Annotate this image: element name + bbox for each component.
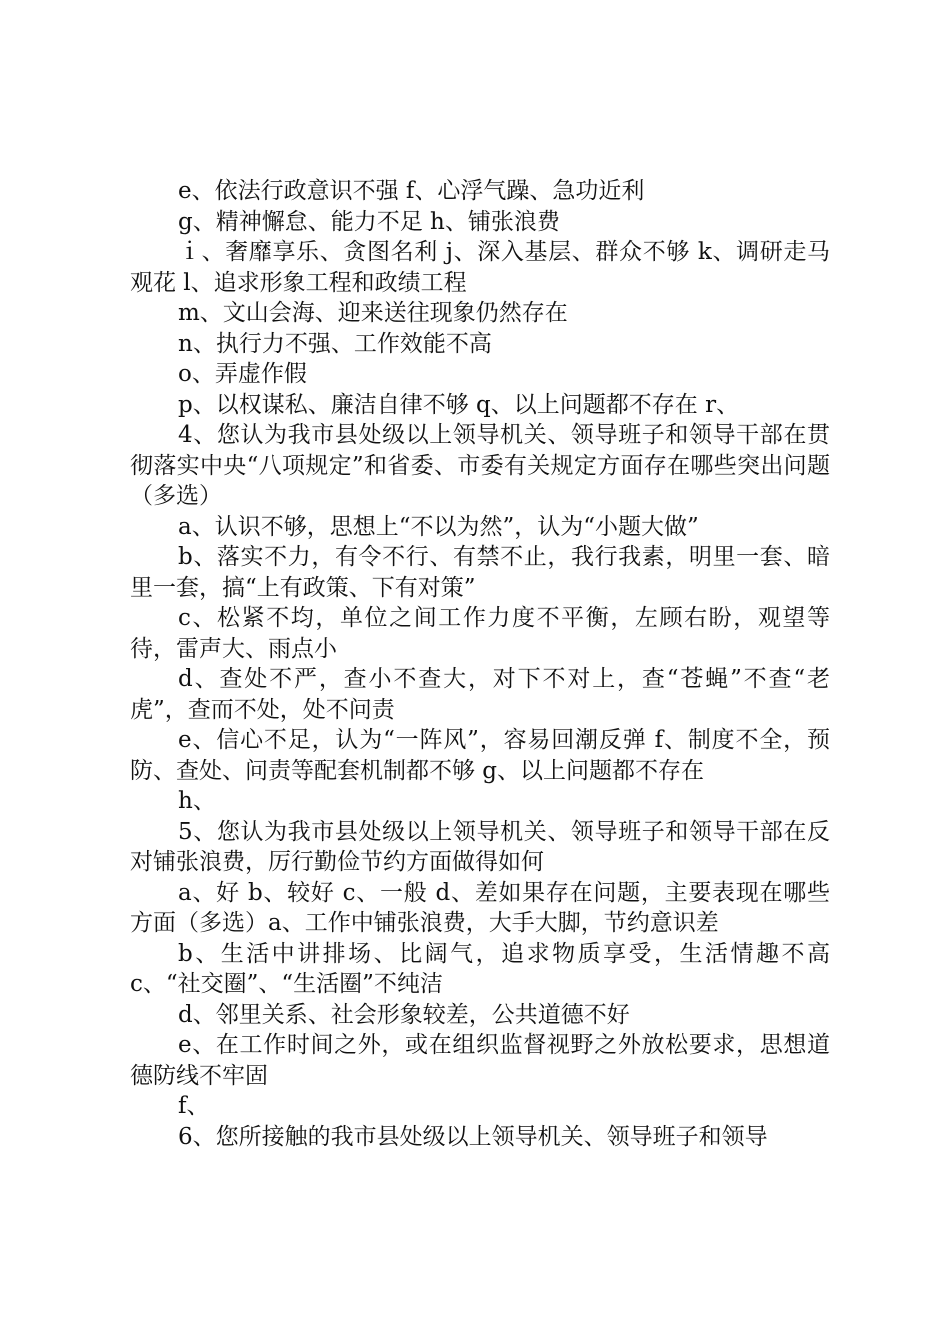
paragraph-2: g、精神懈怠、能力不足 h、铺张浪费 xyxy=(178,208,560,235)
question-5-option-d: d、邻里关系、社会形象较差，公共道德不好 xyxy=(178,1001,630,1028)
question-4-option-b: b、落实不力，有令不行、有禁不止，我行我素，明里一套、暗里一套，搞“上有政策、下有对策” xyxy=(130,544,830,601)
question-5: 5、您认为我市县处级以上领导机关、领导班子和领导干部在反对铺张浪费，厉行勤俭节约方面做得如何 xyxy=(130,818,830,875)
paragraph-5: n、执行力不强、工作效能不高 xyxy=(178,330,492,357)
question-4: 4、您认为我市县处级以上领导机关、领导班子和领导干部在贯彻落实中央“八项规定”和省委、市委有关规定方面存在哪些突出问题（多选） xyxy=(130,422,830,509)
paragraph-6: o、弄虚作假 xyxy=(178,361,307,387)
question-5-options: a、好 b、较好 c、一般 d、差如果存在问题，主要表现在哪些方面（多选）a、工作中铺张浪费，大手大脚，节约意识差 xyxy=(130,879,830,936)
document-body xyxy=(130,176,830,1152)
question-4-option-a: a、认识不够，思想上“不以为然”，认为“小题大做” xyxy=(178,513,699,540)
paragraph-3: ｉ、奢靡享乐、贪图名利 j、深入基层、群众不够 k、调研走马观花 l、追求形象工程和政绩工程 xyxy=(130,239,830,296)
question-5-option-e: e、在工作时间之外，或在组织监督视野之外放松要求，思想道德防线不牢固 xyxy=(130,1032,830,1089)
question-4-option-d: d、查处不严，查小不查大，对下不对上，查“苍蝇”不查“老虎”，查而不处，处不问责 xyxy=(130,666,830,723)
paragraph-1: e、依法行政意识不强 f、心浮气躁、急功近利 xyxy=(178,178,645,204)
question-5-option-b: b、生活中讲排场、比阔气，追求物质享受，生活情趣不高 c、“社交圈”、“生活圈”不纯洁 xyxy=(130,940,830,997)
question-5-option-f: f、 xyxy=(178,1093,210,1119)
question-4-option-h: h、 xyxy=(178,788,216,814)
paragraph-7: p、以权谋私、廉洁自律不够 q、以上问题都不存在 r、 xyxy=(178,391,740,418)
question-4-option-e: e、信心不足，认为“一阵风”，容易回潮反弹 f、制度不全，预防、查处、问责等配套机制都不够 g、以上问题都不存在 xyxy=(130,727,830,784)
question-4-option-c: c、松紧不均，单位之间工作力度不平衡，左顾右盼，观望等待，雷声大、雨点小 xyxy=(130,605,830,662)
question-6: 6、您所接触的我市县处级以上领导机关、领导班子和领导 xyxy=(178,1123,768,1150)
paragraph-4: m、文山会海、迎来送往现象仍然存在 xyxy=(178,300,568,326)
